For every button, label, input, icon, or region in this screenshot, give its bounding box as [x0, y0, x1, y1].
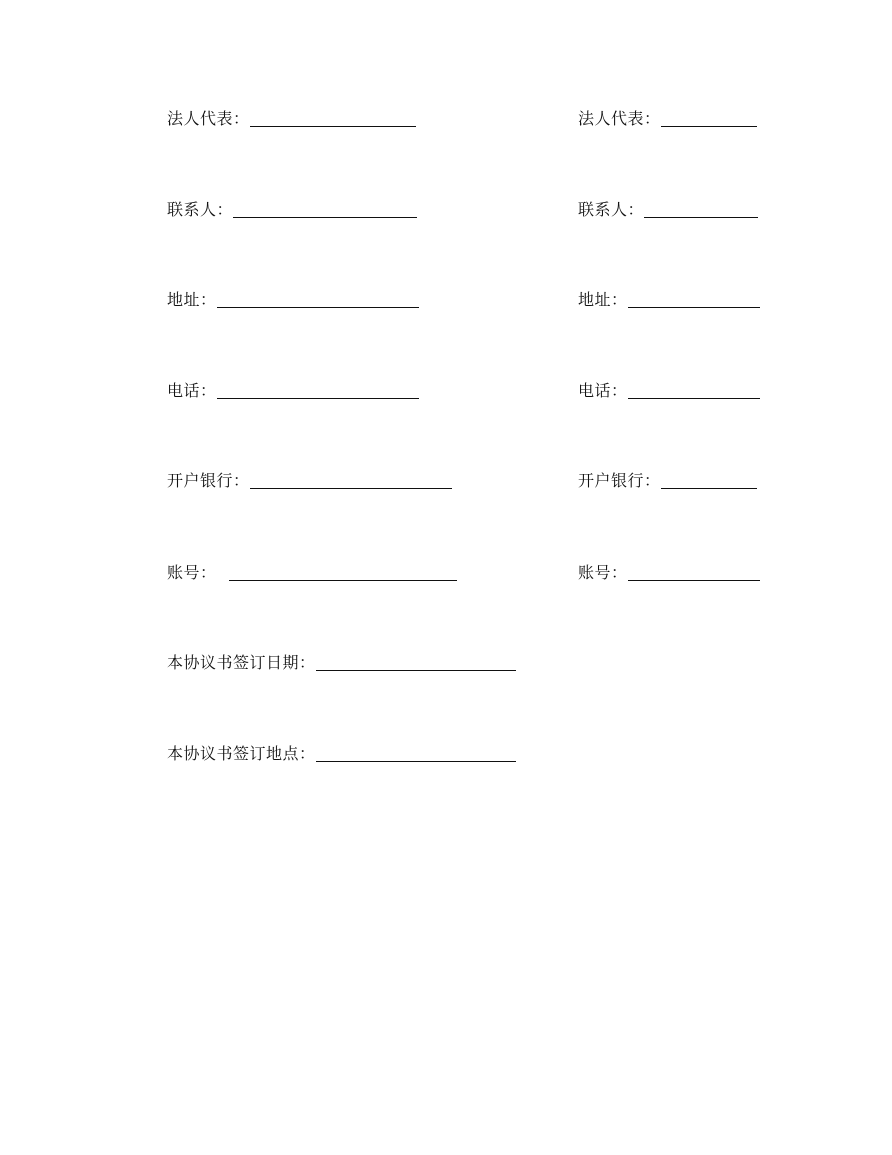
right-account-label: 账号：	[578, 563, 628, 582]
left-phone-label: 电话：	[167, 381, 217, 400]
left-phone-field	[167, 379, 419, 401]
right-bank-field	[578, 469, 757, 491]
left-legal-rep-blank[interactable]	[250, 108, 416, 127]
left-address-label: 地址：	[167, 290, 217, 309]
sign-place-field	[167, 742, 516, 764]
left-bank-field	[167, 469, 452, 491]
right-legal-rep-blank[interactable]	[661, 108, 757, 127]
right-phone-blank[interactable]	[628, 380, 760, 399]
right-phone-label: 电话：	[578, 381, 628, 400]
right-address-label: 地址：	[578, 290, 628, 309]
sign-place-label: 本协议书签订地点：	[167, 744, 316, 763]
left-contact-label: 联系人：	[167, 200, 234, 219]
right-account-field	[578, 561, 760, 583]
right-bank-label: 开户银行：	[578, 471, 661, 490]
sign-place-blank[interactable]	[316, 743, 516, 762]
left-address-field	[167, 288, 419, 310]
right-bank-blank[interactable]	[661, 470, 757, 489]
right-contact-blank[interactable]	[644, 199, 758, 218]
right-address-blank[interactable]	[628, 289, 760, 308]
sign-date-label: 本协议书签订日期：	[167, 653, 316, 672]
left-phone-blank[interactable]	[217, 380, 419, 399]
left-contact-blank[interactable]	[233, 199, 417, 218]
left-legal-rep-field	[167, 107, 416, 129]
left-bank-label: 开户银行：	[167, 471, 250, 490]
right-legal-rep-field	[578, 107, 757, 129]
left-account-blank[interactable]	[229, 562, 457, 581]
right-account-blank[interactable]	[628, 562, 760, 581]
sign-date-blank[interactable]	[316, 652, 516, 671]
left-contact-field	[167, 198, 417, 220]
left-account-field	[167, 561, 457, 583]
right-contact-label: 联系人：	[578, 200, 645, 219]
right-phone-field	[578, 379, 760, 401]
right-contact-field	[578, 198, 758, 220]
right-address-field	[578, 288, 760, 310]
left-account-label: 账号：	[167, 563, 217, 582]
right-legal-rep-label: 法人代表：	[578, 109, 661, 128]
left-address-blank[interactable]	[217, 289, 419, 308]
left-legal-rep-label: 法人代表：	[167, 109, 250, 128]
left-bank-blank[interactable]	[250, 470, 452, 489]
sign-date-field	[167, 651, 516, 673]
